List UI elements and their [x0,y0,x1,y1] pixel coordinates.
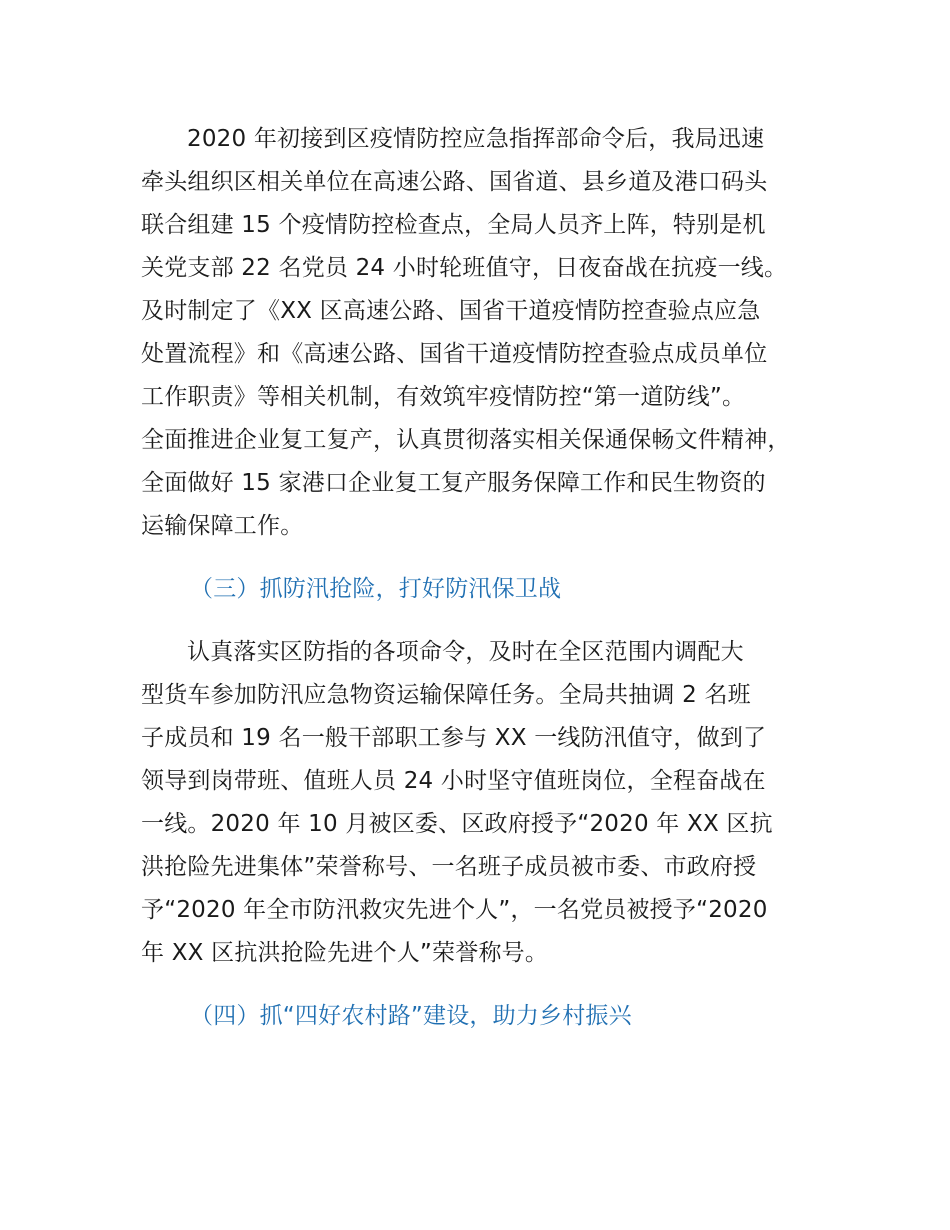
paragraph-line: 年 XX 区抗洪抢险先进个人”荣誉称号。 [141,940,549,966]
section-heading-flood-control: （三）抓防汛抢险，打好防汛保卫战 [190,576,562,602]
paragraph-line: 领导到岗带班、值班人员 24 小时坚守值班岗位，全程奋战在 [141,768,766,794]
paragraph-line: 处置流程》和《高速公路、国省干道疫情防控查验点成员单位 [141,341,768,367]
section-heading-rural-roads: （四）抓“四好农村路”建设，助力乡村振兴 [190,1003,632,1029]
paragraph-line: 认真落实区防指的各项命令，及时在全区范围内调配大 [187,639,744,665]
paragraph-line: 关党支部 22 名党员 24 小时轮班值守，日夜奋战在抗疫一线。 [141,255,788,281]
paragraph-line: 及时制定了《XX 区高速公路、国省干道疫情防控查验点应急 [141,298,761,324]
paragraph-line: 运输保障工作。 [141,513,304,539]
paragraph-line: 2020 年初接到区疫情防控应急指挥部命令后，我局迅速 [187,126,765,152]
paragraph-line: 全面做好 15 家港口企业复工复产服务保障工作和民生物资的 [141,470,766,496]
paragraph-line: 子成员和 19 名一般干部职工参与 XX 一线防汛值守，做到了 [141,725,767,751]
paragraph-line: 洪抢险先进集体”荣誉称号、一名班子成员被市委、市政府授 [141,854,757,880]
paragraph-line: 一线。2020 年 10 月被区委、区政府授予“2020 年 XX 区抗 [141,811,773,837]
paragraph-line: 型货车参加防汛应急物资运输保障任务。全局共抽调 2 名班 [141,682,751,708]
paragraph-line: 牵头组织区相关单位在高速公路、国省道、县乡道及港口码头 [141,169,768,195]
paragraph-line: 全面推进企业复工复产，认真贯彻落实相关保通保畅文件精神， [141,427,791,453]
paragraph-line: 联合组建 15 个疫情防控检查点，全局人员齐上阵，特别是机 [141,212,766,238]
paragraph-line: 工作职责》等相关机制，有效筑牢疫情防控“第一道防线”。 [141,384,746,410]
paragraph-line: 予“2020 年全市防汛救灾先进个人”，一名党员被授予“2020 [141,897,768,923]
